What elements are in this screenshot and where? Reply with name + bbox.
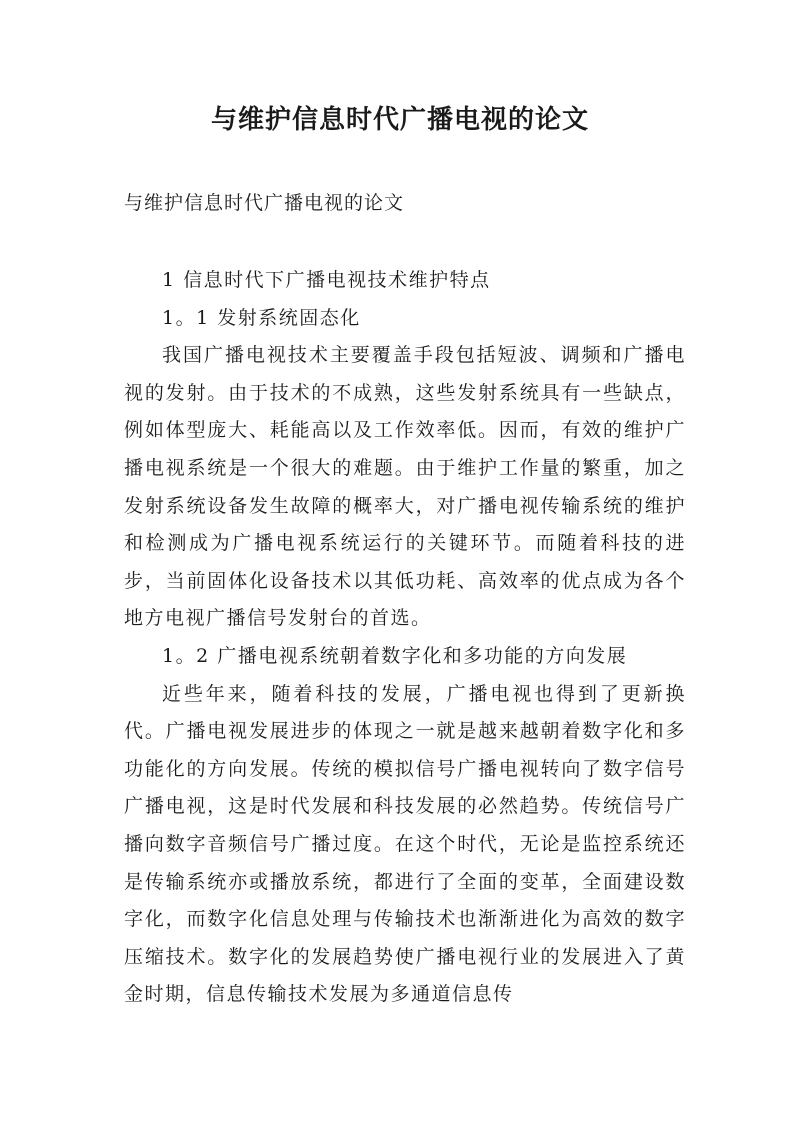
paragraph-1: 我国广播电视技术主要覆盖手段包括短波、调频和广播电视的发射。由于技术的不成熟，这些发射系统具有一些缺点，例如体型庞大、耗能高以及工作效率低。因而，有效的维护广播电视系统是一个很大的难题。由于维护工作量的繁重，加之发射系统设备发生故障的概率大，对广播电视传输系统的维护和检测成为广播电视系统运行的关键环节。而随着科技的进步，当前固体化设备技术以其低功耗、高效率的优点成为各个地方电视广播信号发射台的首选。 <box>124 344 686 630</box>
document-subtitle: 与维护信息时代广播电视的论文 <box>124 192 405 214</box>
section-heading-1-1: 1。1 发射系统固态化 <box>162 306 361 329</box>
document-title: 与维护信息时代广播电视的论文 <box>210 105 589 135</box>
section-heading-1-2: 1。2 广播电视系统朝着数字化和多功能的方向发展 <box>162 644 628 667</box>
paragraph-2: 近些年来，随着科技的发展，广播电视也得到了更新换代。广播电视发展进步的体现之一就是越来越朝着数字化和多功能化的方向发展。传统的模拟信号广播电视转向了数字信号广播电视，这是时代发展和科技发展的必然趋势。传统信号广播向数字音频信号广播过度。在这个时代，无论是监控系统还是传输系统亦或播放系统，都进行了全面的变革，全面建设数字化，而数字化信息处理与传输技术也渐渐进化为高效的数字压缩技术。数字化的发展趋势使广播电视行业的发展进入了黄金时期，信息传输技术发展为多通道信息传 <box>124 682 686 1006</box>
section-heading-1: 1 信息时代下广播电视技术维护特点 <box>162 269 491 291</box>
document-body <box>124 262 686 1014</box>
